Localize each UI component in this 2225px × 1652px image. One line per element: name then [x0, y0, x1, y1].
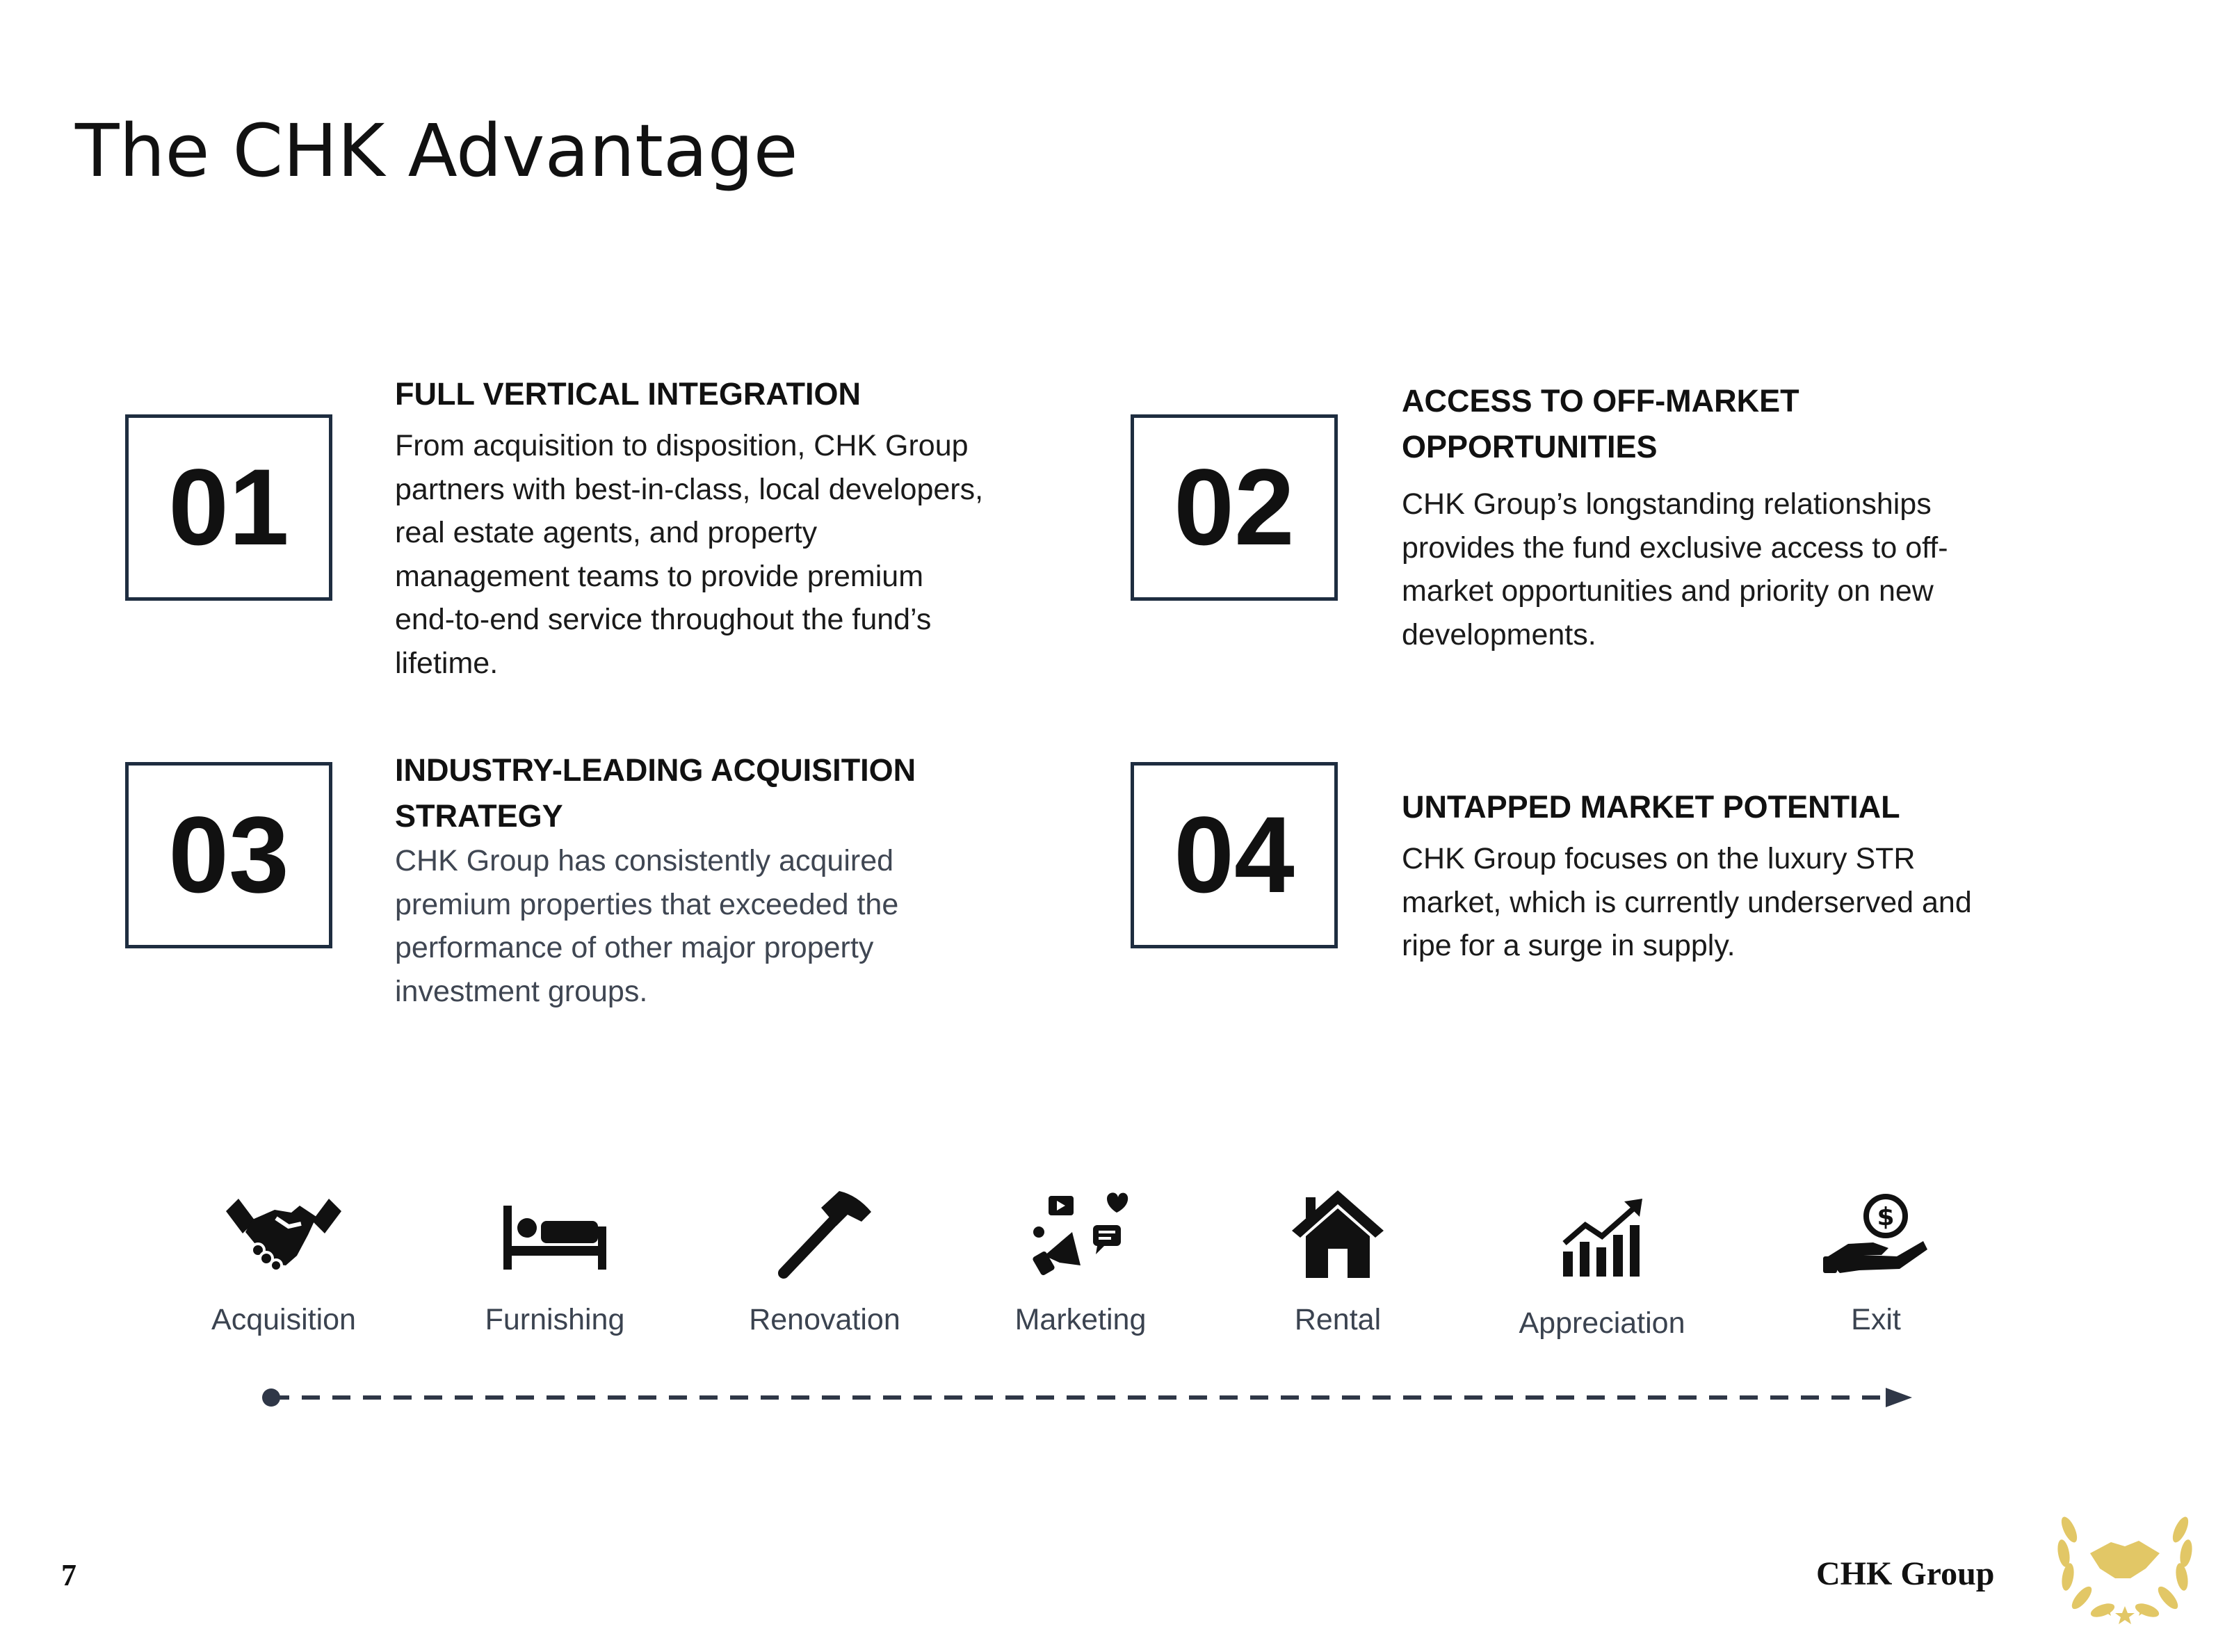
- step-furnishing: [437, 1182, 673, 1337]
- feature-acquisition-strategy: [395, 747, 1035, 1013]
- handshake-icon: [165, 1182, 402, 1286]
- page-number: 7: [61, 1558, 76, 1592]
- feature-heading: ACCESS TO OFF-MARKET OPPORTUNITIES: [1402, 383, 1799, 464]
- feature-heading: FULL VERTICAL INTEGRATION: [395, 376, 861, 412]
- svg-text:$: $: [1877, 1203, 1895, 1231]
- feature-body: CHK Group has consistently acquired premium properties that exceeded the performance of other major property investment groups.: [395, 844, 899, 1008]
- feature-heading: INDUSTRY-LEADING ACQUISITION STRATEGY: [395, 752, 916, 834]
- number-box-01: [125, 414, 332, 601]
- step-label: Exit: [1851, 1303, 1901, 1336]
- house-icon: [1220, 1182, 1456, 1286]
- laurel-handshake-logo-icon: [2048, 1502, 2201, 1627]
- step-rental: [1220, 1182, 1456, 1337]
- step-label: Rental: [1294, 1303, 1382, 1336]
- megaphone-social-icon: [962, 1182, 1199, 1286]
- step-acquisition: [165, 1182, 402, 1337]
- step-label: Acquisition: [211, 1303, 356, 1336]
- number-box-04: [1131, 762, 1338, 948]
- step-renovation: [706, 1182, 943, 1337]
- growth-chart-icon: [1484, 1185, 1720, 1290]
- footer-brand: CHK Group: [1816, 1555, 1995, 1592]
- step-exit: [1758, 1182, 1994, 1337]
- step-marketing: [962, 1182, 1199, 1337]
- number-01: 01: [168, 447, 289, 568]
- feature-full-vertical-integration: [395, 371, 1035, 685]
- step-label: Marketing: [1014, 1303, 1147, 1336]
- number-box-02: [1131, 414, 1338, 601]
- feature-body: CHK Group focuses on the luxury STR market, which is currently underserved and ripe for a surge in supply.: [1402, 842, 1972, 962]
- hand-coin-icon: [1758, 1182, 1994, 1286]
- number-03: 03: [168, 795, 289, 916]
- feature-heading: UNTAPPED MARKET POTENTIAL: [1402, 789, 1900, 825]
- feature-body: From acquisition to disposition, CHK Group partners with best-in-class, local developers, real estate agents, and property management teams to provide premium end-to-end service throughout the fund’s lifetime.: [395, 429, 984, 680]
- bed-icon: [437, 1182, 673, 1286]
- hammer-icon: [706, 1182, 943, 1286]
- number-box-03: [125, 762, 332, 948]
- step-label: Renovation: [749, 1303, 900, 1336]
- feature-off-market-access: [1402, 378, 2041, 656]
- step-label: Appreciation: [1519, 1306, 1685, 1340]
- step-label: Furnishing: [485, 1303, 625, 1336]
- number-04: 04: [1174, 795, 1295, 916]
- page-title: The CHK Advantage: [75, 108, 798, 193]
- number-02: 02: [1174, 447, 1295, 568]
- timeline-arrow: [250, 1384, 1933, 1411]
- step-appreciation: [1484, 1185, 1720, 1341]
- feature-body: CHK Group’s longstanding relationships provides the fund exclusive access to off- market opportunities and priority on new developments.: [1402, 487, 1948, 651]
- feature-untapped-market: [1402, 784, 2041, 968]
